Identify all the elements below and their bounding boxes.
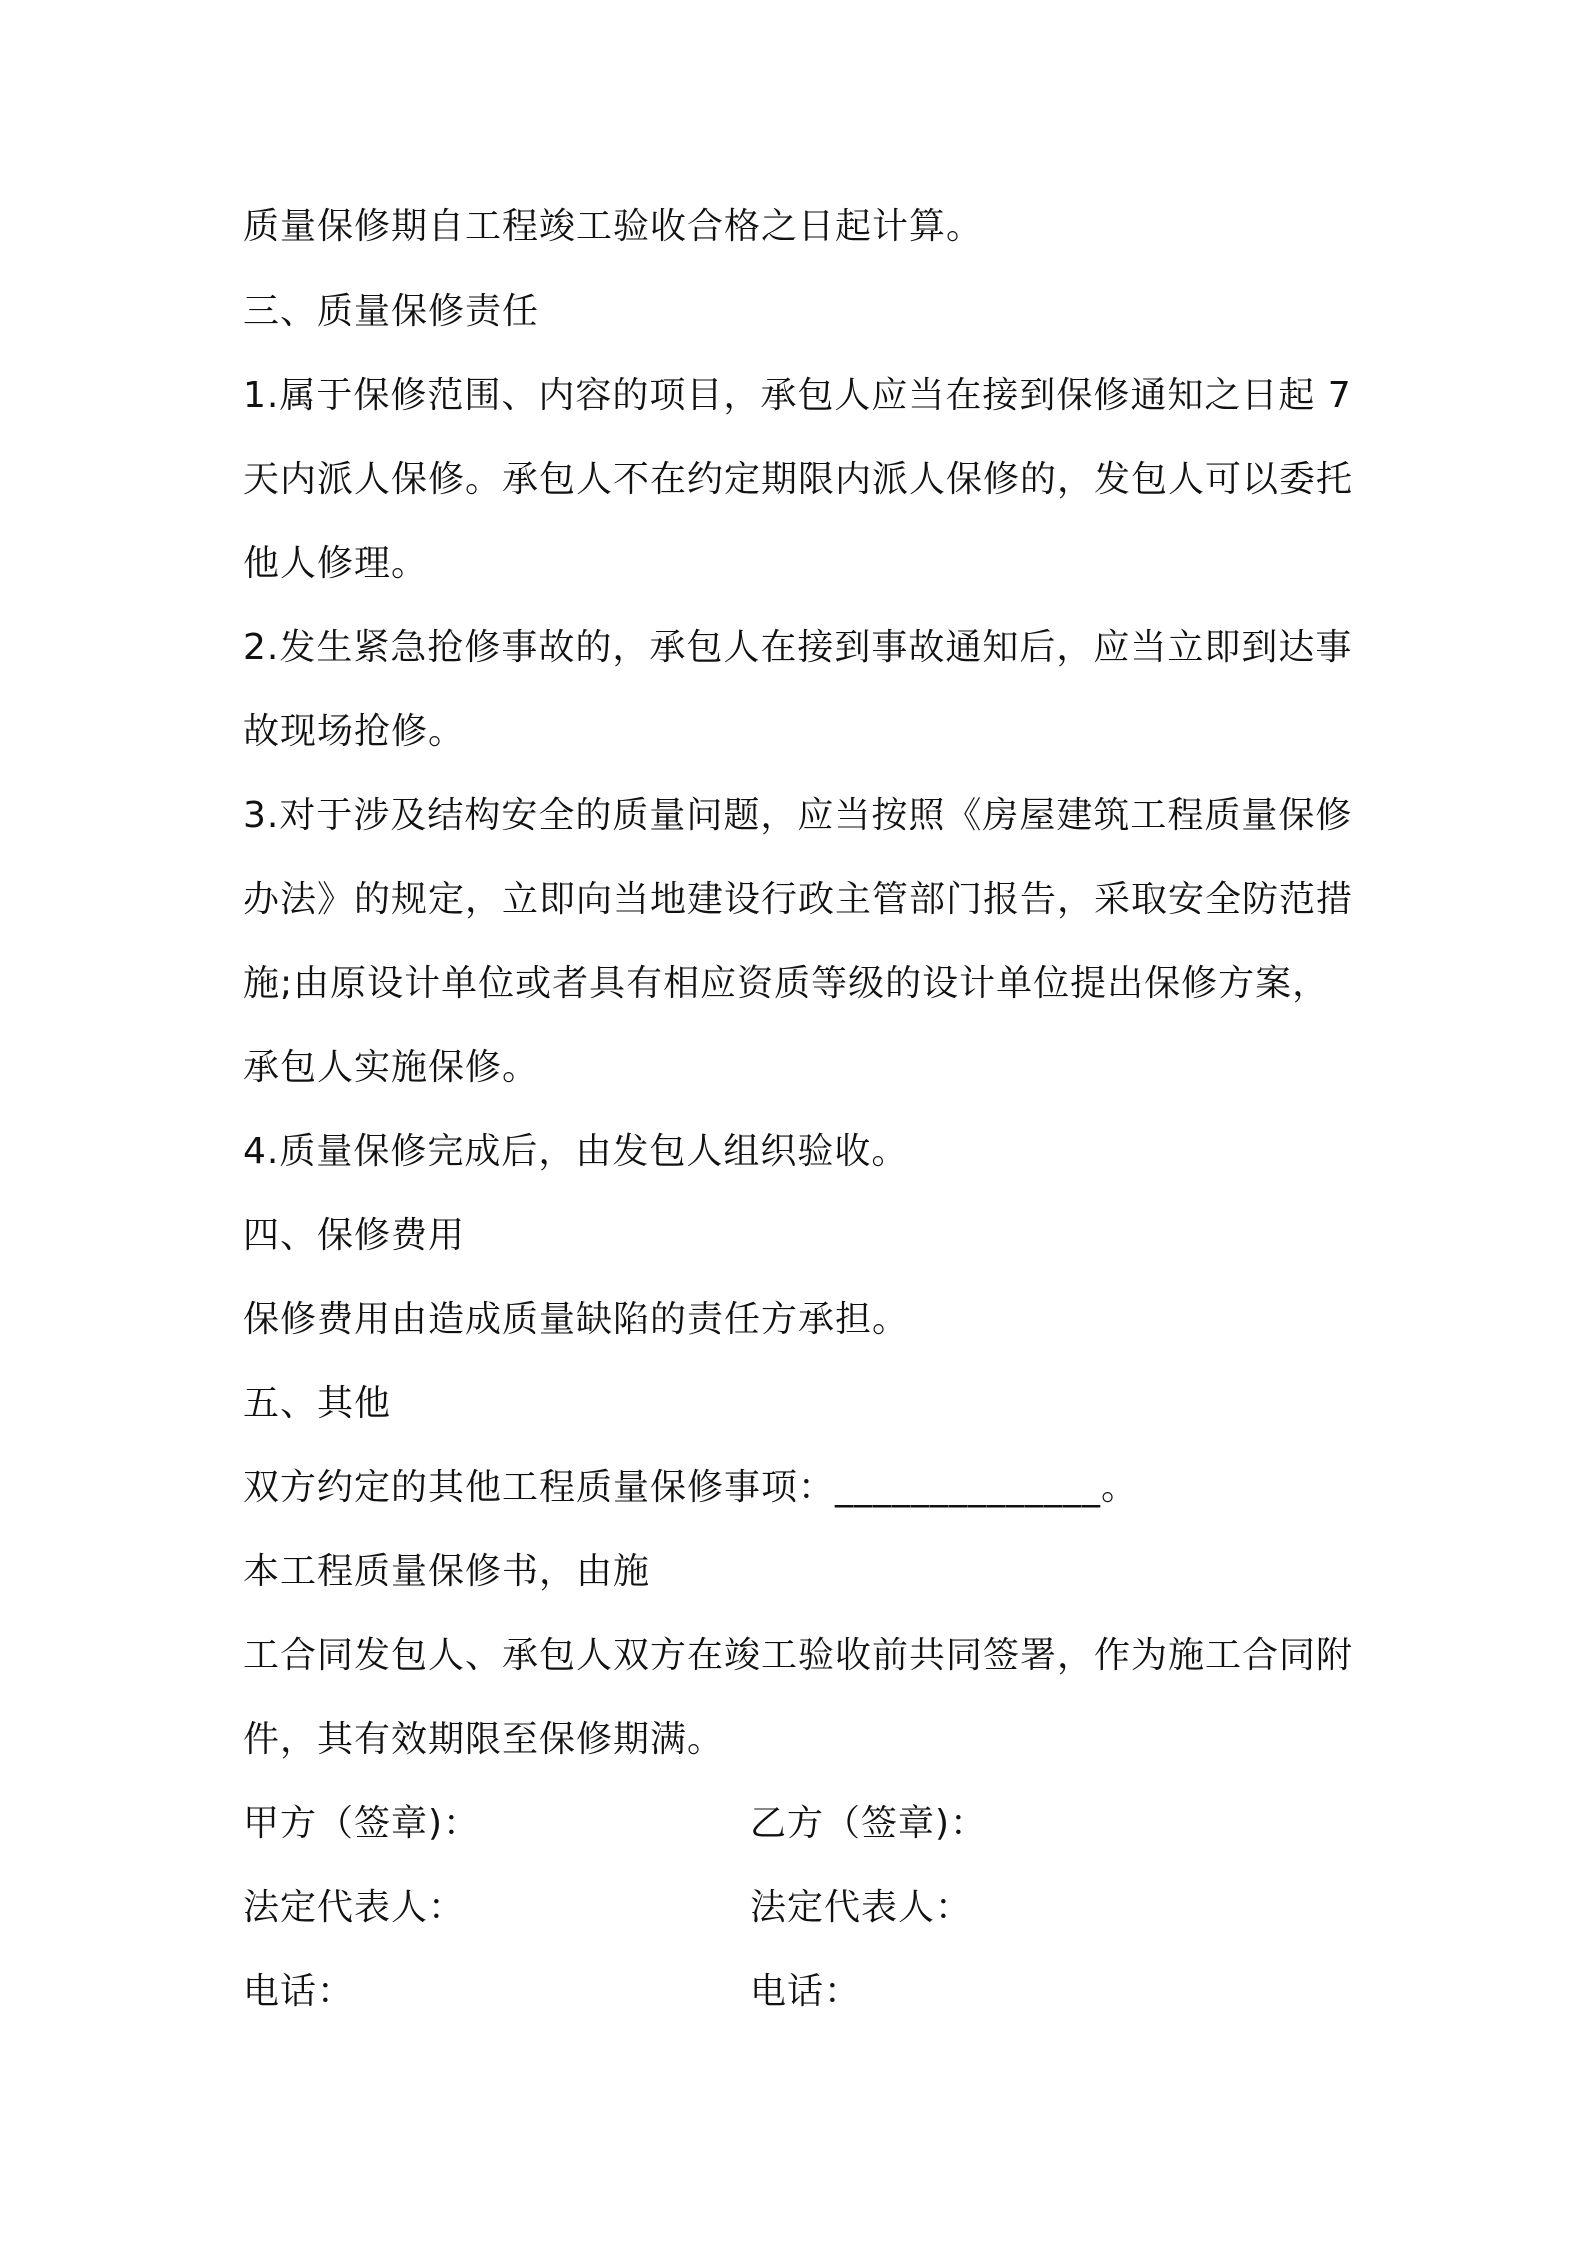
text-line: 本工程质量保修书，由施 — [243, 1551, 651, 1592]
text-line: 1.属于保修范围、内容的项目，承包人应当在接到保修通知之日起 7 — [243, 375, 1352, 416]
section-heading: 四、保修费用 — [243, 1215, 466, 1256]
text-line: 承包人实施保修。 — [243, 1047, 540, 1088]
text-line: 3.对于涉及结构安全的质量问题，应当按照《房屋建筑工程质量保修 — [243, 795, 1353, 836]
text-line: 件，其有效期限至保修期满。 — [243, 1719, 725, 1760]
text-line: 2.发生紧急抢修事故的，承包人在接到事故通知后，应当立即到达事 — [243, 627, 1353, 668]
text-line: 4.质量保修完成后，由发包人组织验收。 — [243, 1131, 909, 1172]
party-b-representative-label: 法定代表人： — [750, 1887, 973, 1928]
text-line: 质量保修期自工程竣工验收合格之日起计算。 — [243, 206, 984, 247]
party-a-phone-label: 电话： — [243, 1971, 355, 2012]
text-line: 故现场抢修。 — [243, 711, 466, 752]
party-b-phone-label: 电话： — [750, 1971, 862, 2012]
section-heading: 五、其他 — [243, 1383, 392, 1424]
text-line: 保修费用由造成质量缺陷的责任方承担。 — [243, 1299, 910, 1340]
section-heading: 三、质量保修责任 — [243, 291, 540, 332]
party-b-signature-label: 乙方（签章)： — [750, 1803, 988, 1844]
text-line: 施;由原设计单位或者具有相应资质等级的设计单位提出保修方案， — [243, 963, 1330, 1004]
text-line: 办法》的规定，立即向当地建设行政主管部门报告，采取安全防范措 — [243, 879, 1354, 920]
party-a-signature-label: 甲方（签章)： — [243, 1803, 481, 1844]
text-line: 他人修理。 — [243, 543, 429, 584]
text-line: 天内派人保修。承包人不在约定期限内派人保修的，发包人可以委托 — [243, 459, 1354, 500]
party-a-representative-label: 法定代表人： — [243, 1887, 466, 1928]
text-line: 工合同发包人、承包人双方在竣工验收前共同签署，作为施工合同附 — [243, 1635, 1354, 1676]
text-line: 双方约定的其他工程质量保修事项：______________。 — [243, 1467, 1139, 1508]
